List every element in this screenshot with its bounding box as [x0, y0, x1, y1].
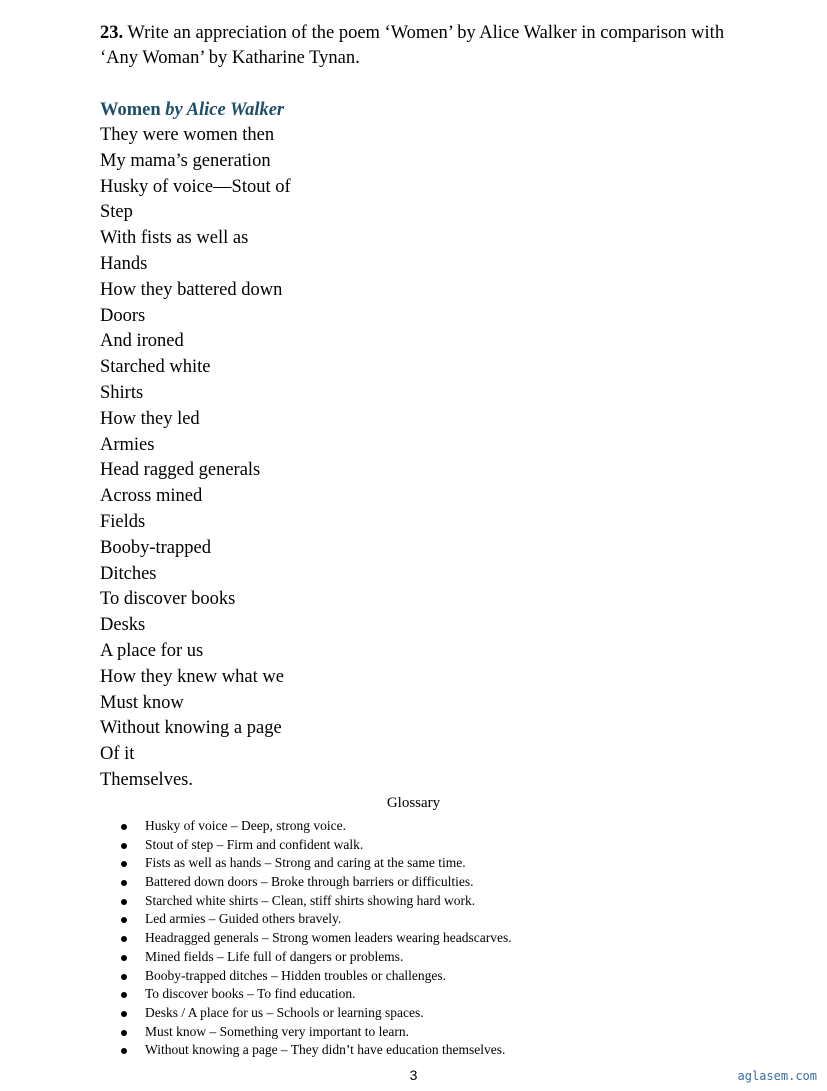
glossary-item [117, 892, 512, 911]
glossary-item [117, 817, 512, 836]
glossary-item [117, 948, 512, 967]
poem-line: A place for us [100, 640, 204, 661]
poem-line: Must know [100, 692, 184, 713]
poem-line: They were women then [100, 125, 275, 145]
poem-title-text: Women [100, 100, 166, 120]
glossary-item-text: Stout of step – Firm and confident walk. [145, 836, 364, 852]
glossary-item-text: Led armies – Guided others bravely. [145, 911, 342, 927]
glossary-item-text: Starched white shirts – Clean, stiff shirts showing hard work. [145, 892, 476, 908]
glossary-item [117, 854, 512, 873]
poem-line: How they knew what we [100, 666, 284, 687]
bullet-icon [121, 917, 127, 923]
poem-title [100, 98, 284, 123]
glossary-item [117, 1004, 512, 1023]
page-number: 3 [409, 1067, 418, 1083]
glossary-item-text: Battered down doors – Broke through barriers or difficulties. [145, 874, 474, 890]
bullet-icon [121, 974, 127, 980]
watermark: aglasem.com [737, 1069, 817, 1083]
poem-line: Husky of voice—Stout of [100, 176, 291, 197]
glossary-item-text: Fists as well as hands – Strong and caring at the same time. [145, 855, 466, 871]
bullet-icon [121, 1011, 127, 1017]
bullet-icon [121, 955, 127, 961]
glossary-list [117, 817, 512, 1060]
glossary-item [117, 985, 512, 1004]
question-number: 23. [100, 23, 124, 43]
poem-line: Step [100, 202, 133, 223]
poem-line: Ditches [100, 563, 157, 584]
glossary-item [117, 836, 512, 855]
glossary-item [117, 967, 512, 986]
poem-line: How they led [100, 408, 200, 429]
glossary-item [117, 910, 512, 929]
glossary-item [117, 1041, 512, 1060]
question-text: Write an appreciation of the poem ‘Women’ by Alice Walker in comparison with ‘Any Woman’ by Katharine Tynan. [100, 23, 725, 68]
poem-line: Without knowing a page [100, 718, 282, 739]
bullet-icon [121, 861, 127, 867]
bullet-icon [121, 992, 127, 998]
poem-line: To discover books [100, 589, 236, 610]
bullet-icon [121, 824, 127, 830]
poem-line: Starched white [100, 357, 211, 378]
bullet-icon [121, 1030, 127, 1036]
poem-line: Desks [100, 615, 146, 636]
poem-line: Armies [100, 434, 155, 455]
poem-line: My mama’s generation [100, 150, 271, 171]
bullet-icon [121, 936, 127, 942]
glossary-item-text: Booby-trapped ditches – Hidden troubles or challenges. [145, 967, 447, 983]
poem-line: Shirts [100, 382, 144, 403]
poem-line: With fists as well as [100, 228, 249, 249]
glossary-item-text: Mined fields – Life full of dangers or problems. [145, 948, 404, 964]
glossary-item-text: Husky of voice – Deep, strong voice. [145, 818, 346, 833]
poem-line: Themselves. [100, 769, 193, 790]
glossary-item-text: Must know – Something very important to learn. [145, 1023, 409, 1039]
poem-line: How they battered down [100, 279, 283, 300]
poem-byline: by Alice Walker [165, 100, 285, 120]
poem-line: Doors [100, 305, 146, 326]
poem-lines [100, 123, 291, 794]
glossary-item-text: Headragged generals – Strong women leaders wearing headscarves. [145, 930, 512, 946]
glossary-title: Glossary [386, 795, 441, 811]
glossary-item-text: To discover books – To find education. [145, 986, 356, 1002]
poem-line: Of it [100, 744, 135, 765]
bullet-icon [121, 843, 127, 849]
glossary-item-text: Without knowing a page – They didn’t have education themselves. [145, 1042, 506, 1058]
bullet-icon [121, 899, 127, 905]
poem-line: Booby-trapped [100, 537, 211, 558]
glossary-item [117, 929, 512, 948]
bullet-icon [121, 880, 127, 886]
poem-line: And ironed [100, 331, 184, 352]
question [100, 21, 760, 71]
bullet-icon [121, 1048, 127, 1054]
poem-line: Hands [100, 253, 148, 274]
poem-line: Fields [100, 511, 146, 532]
glossary-item [117, 1023, 512, 1042]
poem-line: Across mined [100, 486, 203, 507]
glossary-item-text: Desks / A place for us – Schools or learning spaces. [145, 1004, 424, 1020]
glossary-item [117, 873, 512, 892]
poem-line: Head ragged generals [100, 460, 261, 481]
